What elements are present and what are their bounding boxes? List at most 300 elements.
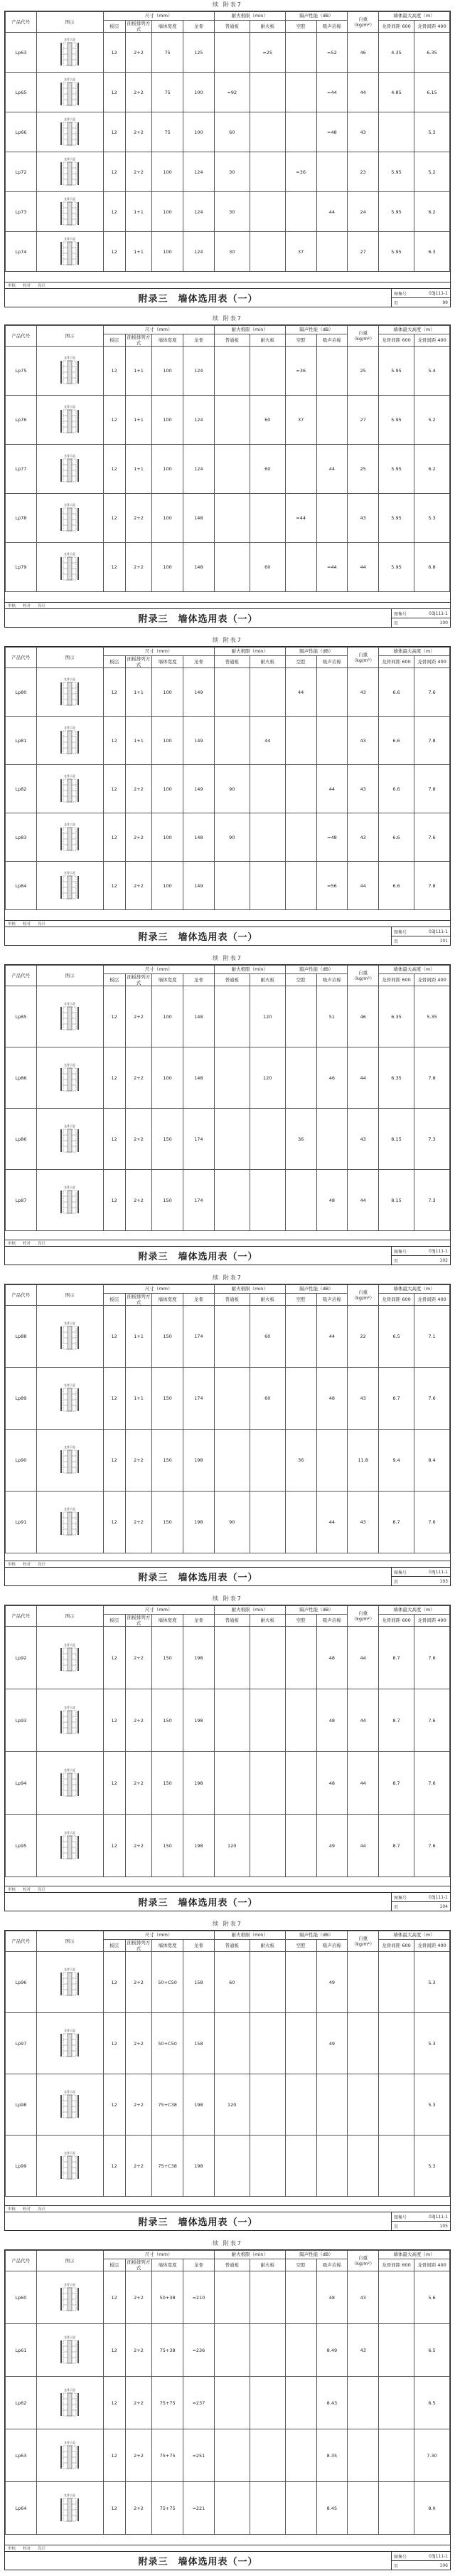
height-600: 8.15 <box>379 1109 414 1170</box>
header-weight: 自重（kg/m²） <box>348 648 379 668</box>
fire-proof <box>250 1752 285 1815</box>
stud-size: 198 <box>183 1627 215 1689</box>
fire-proof: 44 <box>250 717 285 765</box>
board-arrangement: 1+1 <box>125 1368 152 1430</box>
sound-air <box>285 2377 316 2429</box>
page-inner <box>4 954 451 1265</box>
wall-face-label: 龙骨示意 <box>64 77 76 81</box>
wall-width: 75 <box>152 112 183 152</box>
fire-plain <box>214 494 250 543</box>
self-weight: 43 <box>348 2324 379 2377</box>
sound-air <box>285 765 316 813</box>
table-row <box>6 33 450 73</box>
table-row <box>6 1689 450 1752</box>
sound-air: ≈36 <box>285 152 316 192</box>
wall-section-icon <box>55 2089 84 2121</box>
header-air: 空腔 <box>285 334 316 347</box>
height-600: 9.4 <box>379 1430 414 1492</box>
title-side <box>392 609 450 627</box>
board-layers: 12 <box>103 543 125 592</box>
table-caption: 续 附表7 <box>213 1 242 8</box>
header-air: 空腔 <box>285 1940 316 1952</box>
board-arrangement: 2+2 <box>125 112 152 152</box>
wall-section-icon <box>55 1506 84 1538</box>
fire-plain <box>214 2324 250 2377</box>
board-arrangement: 2+2 <box>125 2482 152 2535</box>
wall-face-label: 龙骨示意 <box>64 870 76 875</box>
wall-width: 75+38 <box>152 2324 183 2377</box>
table-row <box>6 1492 450 1553</box>
fire-proof <box>250 2271 285 2324</box>
wall-section-figure <box>36 2074 103 2136</box>
height-600: 6.35 <box>379 1047 414 1109</box>
wall-section-figure <box>36 152 103 192</box>
fire-plain: 30 <box>214 152 250 192</box>
atlas-number: 03J111-1 <box>429 1569 448 1575</box>
atlas-number: 03J111-1 <box>429 2214 448 2219</box>
sound-rock <box>316 494 348 543</box>
header-size: 尺寸（mm） <box>103 2251 214 2259</box>
header-code: 产品代号 <box>6 966 37 986</box>
height-600: 5.95 <box>379 152 414 192</box>
page-label: 页 <box>394 621 399 626</box>
height-400: 5.3 <box>414 2136 450 2197</box>
table-row <box>6 2074 450 2136</box>
sign-check: 校对 <box>23 2207 31 2212</box>
atlas-cell <box>392 2212 450 2222</box>
header-rock: 吸声岩棉 <box>316 656 348 668</box>
wall-face-label: 龙骨示意 <box>64 552 76 556</box>
header-width: 墙体宽度 <box>152 1940 183 1952</box>
header-sound: 隔声性能（dB） <box>285 326 348 334</box>
page-number: 105 <box>439 2223 448 2229</box>
wall-section-icon <box>55 236 84 268</box>
product-code: Lp82 <box>6 765 37 813</box>
header-rock: 吸声岩棉 <box>316 21 348 33</box>
fire-proof <box>250 73 285 112</box>
wall-face-label: 龙骨示意 <box>64 1445 76 1450</box>
page-inner <box>4 1273 451 1586</box>
wall-width: 100 <box>152 494 183 543</box>
header-h2: 龙骨间距 400 <box>414 2259 450 2271</box>
height-400: 7.6 <box>414 668 450 717</box>
sound-rock <box>316 2074 348 2136</box>
header-fig: 图示 <box>36 1931 103 1952</box>
board-arrangement: 1+1 <box>125 396 152 445</box>
height-400: 6.5 <box>414 2377 450 2429</box>
wall-section-figure <box>36 1492 103 1553</box>
header-h1: 龙骨间距 600 <box>379 974 414 986</box>
header-layers: 板层 <box>103 974 125 986</box>
fire-proof <box>250 232 285 272</box>
atlas-number: 03J111-1 <box>429 2553 448 2559</box>
sound-air <box>285 2074 316 2136</box>
stud-size: 124 <box>183 347 215 396</box>
page-number: 106 <box>439 2562 448 2568</box>
wall-width: 150 <box>152 1109 183 1170</box>
fire-plain <box>214 1430 250 1492</box>
fire-plain: 30 <box>214 192 250 232</box>
product-code: Lp89 <box>6 1368 37 1430</box>
wall-face-label: 龙骨示意 <box>64 1383 76 1388</box>
header-weight: 自重（kg/m²） <box>348 2251 379 2271</box>
sound-air: ≈36 <box>285 347 316 396</box>
product-code: Lp86 <box>6 1109 37 1170</box>
sign-check: 校对 <box>23 1242 31 1246</box>
header-fireproof: 耐火板 <box>250 656 285 668</box>
title-side <box>392 1893 450 1911</box>
stud-size: 100 <box>183 73 215 112</box>
stud-size: 148 <box>183 986 215 1047</box>
product-code: Lp87 <box>6 1170 37 1231</box>
fire-plain <box>214 2429 250 2482</box>
height-400: 7.6 <box>414 1627 450 1689</box>
table-row <box>6 765 450 813</box>
header-arr: 面板排列方式 <box>125 334 152 347</box>
fire-plain <box>214 1368 250 1430</box>
sound-rock: 8.45 <box>316 2482 348 2535</box>
header-stud: 龙骨 <box>183 334 215 347</box>
header-stud: 龙骨 <box>183 1615 215 1627</box>
table-row <box>6 1170 450 1231</box>
fire-proof: 60 <box>250 396 285 445</box>
fire-proof: 60 <box>250 1306 285 1368</box>
board-layers: 12 <box>103 1368 125 1430</box>
board-layers: 12 <box>103 1306 125 1368</box>
self-weight: 43 <box>348 668 379 717</box>
wall-face-label: 龙骨示意 <box>64 2440 76 2444</box>
product-code: Lp88 <box>6 1306 37 1368</box>
sound-rock: 48 <box>316 1170 348 1231</box>
fire-proof <box>250 765 285 813</box>
sound-air <box>285 2136 316 2197</box>
board-arrangement: 1+1 <box>125 192 152 232</box>
fire-proof <box>250 152 285 192</box>
wall-section-figure <box>36 986 103 1047</box>
header-fireproof: 耐火板 <box>250 1615 285 1627</box>
sign-design: 设计 <box>38 2547 46 2551</box>
wall-face-label: 龙骨示意 <box>64 1062 76 1067</box>
header-h2: 龙骨间距 400 <box>414 656 450 668</box>
header-fig: 图示 <box>36 326 103 347</box>
header-h2: 龙骨间距 400 <box>414 974 450 986</box>
wall-section-figure <box>36 2482 103 2535</box>
board-layers: 12 <box>103 1952 125 2013</box>
height-600: 5.95 <box>379 347 414 396</box>
header-rock: 吸声岩棉 <box>316 974 348 986</box>
wall-section-figure <box>36 765 103 813</box>
page-label: 页 <box>394 1904 399 1910</box>
sound-rock: ≈48 <box>316 813 348 862</box>
board-layers: 12 <box>103 1047 125 1109</box>
title-block <box>5 288 450 307</box>
wall-section-icon <box>55 1124 84 1155</box>
board-layers: 12 <box>103 1430 125 1492</box>
page-inner <box>4 1919 451 2231</box>
table-row <box>6 717 450 765</box>
header-height: 墙体最大高度（m） <box>379 1285 450 1294</box>
header-arr: 面板排列方式 <box>125 1940 152 1952</box>
product-code: Lp96 <box>6 1952 37 2013</box>
board-layers: 12 <box>103 2013 125 2074</box>
self-weight: 27 <box>348 232 379 272</box>
fire-proof <box>250 2324 285 2377</box>
self-weight: 44 <box>348 1689 379 1752</box>
stud-size: 149 <box>183 862 215 910</box>
height-600: 8.7 <box>379 1815 414 1877</box>
wall-face-label: 龙骨示意 <box>64 822 76 826</box>
product-code: Lp84 <box>6 862 37 910</box>
header-width: 墙体宽度 <box>152 1294 183 1306</box>
header-fire: 耐火极限（min） <box>214 326 285 334</box>
signature-row <box>5 920 450 927</box>
page-number: 103 <box>439 1578 448 1584</box>
header-plain: 普通板 <box>214 1615 250 1627</box>
wall-face-label: 龙骨示意 <box>64 117 76 121</box>
height-400: 7.8 <box>414 717 450 765</box>
wall-width: 150 <box>152 1492 183 1553</box>
board-layers: 12 <box>103 2271 125 2324</box>
page-title: 附录三 墙体选用表（一） <box>5 1247 392 1265</box>
sound-rock: 48 <box>316 1689 348 1752</box>
header-fireproof: 耐火板 <box>250 1940 285 1952</box>
wall-section-figure <box>36 2271 103 2324</box>
fire-proof <box>250 1430 285 1492</box>
signature-row <box>5 1886 450 1892</box>
header-fireproof: 耐火板 <box>250 334 285 347</box>
product-code: Lp98 <box>6 2074 37 2136</box>
fire-proof <box>250 192 285 232</box>
sign-design: 设计 <box>38 1888 46 1892</box>
fire-plain: ≈92 <box>214 73 250 112</box>
product-code: Lp85 <box>6 986 37 1047</box>
board-layers: 12 <box>103 445 125 494</box>
wall-section-figure <box>36 1815 103 1877</box>
sign-review: 审核 <box>8 1242 16 1246</box>
board-layers: 12 <box>103 152 125 192</box>
board-layers: 12 <box>103 813 125 862</box>
height-400: 6.2 <box>414 445 450 494</box>
fire-plain <box>214 1170 250 1231</box>
product-code: Lp64 <box>6 2482 37 2535</box>
header-code: 产品代号 <box>6 12 37 33</box>
self-weight: 43 <box>348 1109 379 1170</box>
header-plain: 普通板 <box>214 974 250 986</box>
atlas-label: 图集号 <box>394 2215 407 2220</box>
sound-air <box>285 1170 316 1231</box>
wall-face-label: 龙骨示意 <box>64 1967 76 1971</box>
wall-section-figure <box>36 2429 103 2482</box>
header-plain: 普通板 <box>214 2259 250 2271</box>
stud-size: ≈237 <box>183 2377 215 2429</box>
header-rock: 吸声岩棉 <box>316 1615 348 1627</box>
header-weight: 自重（kg/m²） <box>348 1931 379 1952</box>
board-layers: 12 <box>103 1689 125 1752</box>
height-600: 8.7 <box>379 1689 414 1752</box>
wall-section-icon <box>55 1185 84 1216</box>
wall-section-icon <box>55 677 84 708</box>
header-stud: 龙骨 <box>183 974 215 986</box>
wall-section-icon <box>55 355 84 386</box>
header-arr: 面板排列方式 <box>125 1615 152 1627</box>
height-600 <box>379 2429 414 2482</box>
board-arrangement: 1+1 <box>125 668 152 717</box>
sign-check: 校对 <box>23 604 31 608</box>
wall-section-figure <box>36 33 103 73</box>
title-block <box>5 1892 450 1911</box>
fire-proof <box>250 494 285 543</box>
self-weight: 46 <box>348 986 379 1047</box>
board-arrangement: 2+2 <box>125 2074 152 2136</box>
header-fig: 图示 <box>36 648 103 668</box>
fire-plain <box>214 1047 250 1109</box>
wall-width: 100 <box>152 813 183 862</box>
sound-rock: 46 <box>316 1047 348 1109</box>
wall-width: 50+C50 <box>152 1952 183 2013</box>
catalog-page <box>0 2239 455 2570</box>
table-row <box>6 1815 450 1877</box>
board-layers: 12 <box>103 2074 125 2136</box>
table-row <box>6 862 450 910</box>
sound-rock: 44 <box>316 1492 348 1553</box>
sound-rock <box>316 1430 348 1492</box>
wall-section-figure <box>36 543 103 592</box>
wall-section-icon <box>55 2028 84 2059</box>
page-inner <box>4 0 451 307</box>
product-code: Lp75 <box>6 347 37 396</box>
sound-air <box>285 1368 316 1430</box>
self-weight: 43 <box>348 765 379 813</box>
self-weight: 23 <box>348 152 379 192</box>
stud-size: 174 <box>183 1109 215 1170</box>
height-600 <box>379 2482 414 2535</box>
board-arrangement: 2+2 <box>125 2136 152 2197</box>
height-400: 7.6 <box>414 1492 450 1553</box>
header-size: 尺寸（mm） <box>103 648 214 656</box>
fire-proof <box>250 2013 285 2074</box>
page-inner <box>4 1594 451 1911</box>
table-frame <box>4 11 451 307</box>
height-400: 7.6 <box>414 1752 450 1815</box>
page-title: 附录三 墙体选用表（一） <box>5 289 392 307</box>
page-label: 页 <box>394 2224 399 2229</box>
sound-rock: ≈44 <box>316 73 348 112</box>
stud-size: 158 <box>183 2013 215 2074</box>
stud-size: 198 <box>183 2074 215 2136</box>
product-code: Lp63 <box>6 2429 37 2482</box>
header-fire: 耐火极限（min） <box>214 1931 285 1940</box>
board-layers: 12 <box>103 1815 125 1877</box>
header-h1: 龙骨间距 600 <box>379 21 414 33</box>
height-600: 6.6 <box>379 765 414 813</box>
height-400: 6.3 <box>414 232 450 272</box>
board-arrangement: 2+2 <box>125 1627 152 1689</box>
wall-section-icon <box>55 1321 84 1352</box>
stud-size: 148 <box>183 813 215 862</box>
board-arrangement: 1+1 <box>125 445 152 494</box>
page-number: 100 <box>439 620 448 625</box>
table-caption: 续 附表7 <box>213 1921 242 1927</box>
product-code: Lp91 <box>6 1492 37 1553</box>
table-frame <box>4 1930 451 2231</box>
wall-section-figure <box>36 1109 103 1170</box>
self-weight: 44 <box>348 1627 379 1689</box>
self-weight <box>348 2013 379 2074</box>
sound-rock: 51 <box>316 986 348 1047</box>
sound-air <box>285 543 316 592</box>
header-sound: 隔声性能（dB） <box>285 648 348 656</box>
atlas-label: 图集号 <box>394 611 407 617</box>
page-title: 附录三 墙体选用表（一） <box>5 609 392 627</box>
height-400: 5.3 <box>414 2013 450 2074</box>
fire-proof: 120 <box>250 986 285 1047</box>
wall-face-label: 龙骨示意 <box>64 1185 76 1189</box>
height-600 <box>379 2136 414 2197</box>
stud-size: 149 <box>183 668 215 717</box>
height-600: 5.95 <box>379 543 414 592</box>
header-stud: 龙骨 <box>183 2259 215 2271</box>
height-400: 5.6 <box>414 2271 450 2324</box>
self-weight: 43 <box>348 717 379 765</box>
wall-section-icon <box>55 2335 84 2366</box>
sound-rock: 49 <box>316 1952 348 2013</box>
title-block <box>5 1246 450 1265</box>
sound-air <box>285 445 316 494</box>
wall-width: 100 <box>152 986 183 1047</box>
header-fig: 图示 <box>36 1285 103 1306</box>
title-block <box>5 608 450 627</box>
fire-proof <box>250 347 285 396</box>
self-weight <box>348 2482 379 2535</box>
header-size: 尺寸（mm） <box>103 12 214 21</box>
atlas-label: 图集号 <box>394 1570 407 1575</box>
wall-section-figure <box>36 1430 103 1492</box>
sign-review: 审核 <box>8 922 16 927</box>
sound-rock: ≈44 <box>316 543 348 592</box>
wall-section-icon <box>55 1705 84 1736</box>
self-weight: 25 <box>348 347 379 396</box>
table-row <box>6 73 450 112</box>
sound-air <box>285 717 316 765</box>
table-row <box>6 2324 450 2377</box>
wall-face-label: 龙骨示意 <box>64 1321 76 1326</box>
product-code: Lp76 <box>6 396 37 445</box>
header-air: 空腔 <box>285 1294 316 1306</box>
board-arrangement: 2+2 <box>125 152 152 192</box>
wall-face-label: 龙骨示意 <box>64 2282 76 2286</box>
self-weight: 25 <box>348 445 379 494</box>
board-arrangement: 2+2 <box>125 1430 152 1492</box>
sound-rock: 49 <box>316 2013 348 2074</box>
header-code: 产品代号 <box>6 648 37 668</box>
table-caption: 续 附表7 <box>213 637 242 643</box>
sound-rock <box>316 668 348 717</box>
self-weight: 44 <box>348 543 379 592</box>
wall-section-icon <box>55 2387 84 2419</box>
sound-air <box>285 2013 316 2074</box>
wall-section-figure <box>36 232 103 272</box>
header-fire: 耐火极限（min） <box>214 1285 285 1294</box>
sound-rock: 48 <box>316 1752 348 1815</box>
header-h1: 龙骨间距 600 <box>379 1940 414 1952</box>
wall-face-label: 龙骨示意 <box>64 37 76 41</box>
fire-plain <box>214 1752 250 1815</box>
wall-face-label: 龙骨示意 <box>64 503 76 507</box>
height-400: 5.35 <box>414 986 450 1047</box>
header-plain: 普通板 <box>214 1940 250 1952</box>
height-600 <box>379 2074 414 2136</box>
signature-row <box>5 2545 450 2551</box>
